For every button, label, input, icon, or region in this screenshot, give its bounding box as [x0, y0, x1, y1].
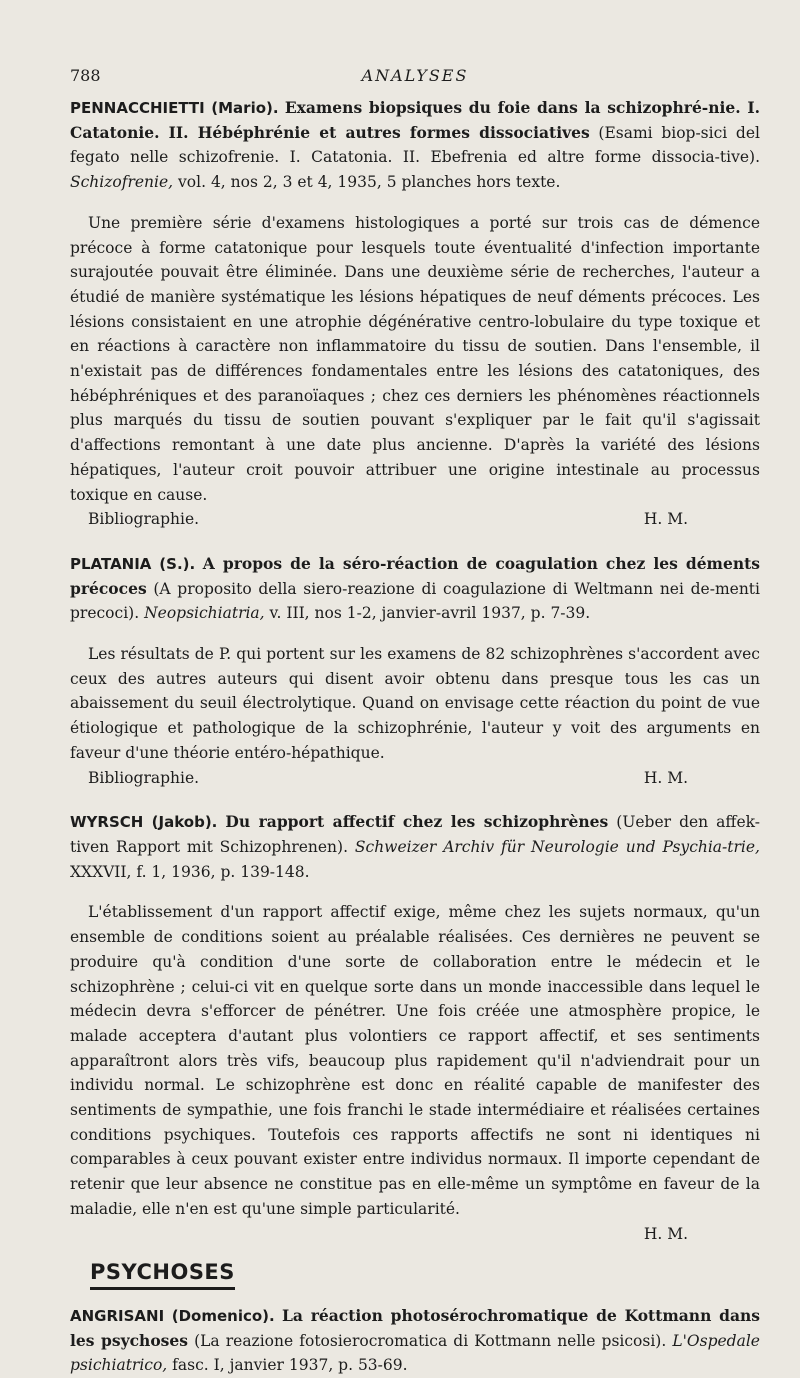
entry-journal: L'Ospedale psichiatrico, — [70, 1331, 760, 1375]
entry-details: XXXVII, f. 1, 1936, p. 139-148. — [70, 862, 310, 881]
entry-original-title: (Esami biop-sici del fegato nelle schizofrenie. I. Catatonia. II. Ebefrenia ed altre forme dissocia-tive). — [70, 123, 760, 167]
reviewer-initials: H. M. — [643, 1224, 688, 1243]
entry-signature-row — [70, 1222, 760, 1247]
entry-signature-row — [70, 507, 760, 532]
entry-journal: Schizofrenie, — [70, 173, 174, 192]
entry-author: PLATANIA (S.). — [70, 554, 196, 573]
entry-details: fasc. I, janvier 1937, p. 53-69. — [172, 1356, 408, 1375]
entry-reference — [70, 810, 760, 884]
entry-original-title: (Ueber den affek-tiven Rapport mit Schizophrenen). — [70, 813, 760, 856]
entry-details: v. III, nos 1-2, janvier-avril 1937, p. 7-39. — [269, 604, 591, 623]
running-title: ANALYSES — [361, 66, 469, 85]
entry-journal: Neopsichiatria, — [144, 604, 265, 623]
entry-reference — [70, 1304, 760, 1378]
section-heading: PSYCHOSES — [90, 1260, 235, 1290]
page-header — [70, 66, 760, 90]
entry-author: ANGRISANI (Domenico). — [70, 1306, 275, 1325]
bibliography-label: Bibliographie. — [88, 768, 200, 787]
entry-reference — [70, 552, 760, 626]
entry-signature-row — [70, 766, 760, 791]
page-content — [70, 96, 760, 1378]
entry-original-title: (A proposito della siero-reazione di coagulazione di Weltmann nei de-menti precoci). — [70, 579, 760, 623]
entry-author: WYRSCH (Jakob). — [70, 813, 218, 832]
entry-body: L'établissement d'un rapport affectif exige, même chez les sujets normaux, qu'un ensemble de conditions soient au préalable réalisées. Ces dernières ne peuvent se produire qu'à condition d'une sorte de collaboration entre le médecin et le schizophrène ; celui-ci vit en quelque sorte dans un monde inaccessible dans lequel le médecin devra s'efforcer de pénétrer. Une fois créée une atmosphère propice, le malade acceptera d'autant plus volontiers ce rapport affectif, et ses sentiments apparaîtront alors très vifs, beaucoup plus rapidement qu'il n'adviendrait pour un individu normal. Le schizophrène est donc en réalité capable de manifester des sentiments de sympathie, une fois franchi le stade intermédiaire et réalisées certaines conditions psychiques. Toutefois ces rapports affectifs ne sont ni identiques ni comparables à ceux pouvant exister entre individus normaux. Il importe cependant de retenir que leur absence ne constitue pas en elle-même un symptôme en faveur de la maladie, elle n'en est qu'une simple particularité. — [70, 903, 760, 1218]
entry-title: Du rapport affectif chez les schizophrènes — [225, 812, 609, 832]
entry-title: Examens biopsiques du foie dans la schizophré-nie. I. Catatonie. II. Hébéphrénie et autres formes dissociatives — [70, 98, 760, 142]
entry-title: La réaction photosérochromatique de Kottmann dans les psychoses — [70, 1305, 760, 1350]
entry-body: Une première série d'examens histologiques a porté sur trois cas de démence précoce à forme catatonique pour lesquels toute éventualité d'infection importante surajoutée pouvait être éliminée. Dans une deuxième série de recherches, l'auteur a étudié de manière systématique les lésions hépatiques de neuf déments précoces. Les lésions consistaient en une atrophie dégénérative centro-lobulaire du type toxique et en réactions à caractère non inflammatoire du tissu de soutien. Dans l'ensemble, il n'existait pas de différences fondamentales entre les lésions des catatoniques, des hébéphréniques et des paranoïaques ; chez ces derniers les phénomènes réactionnels plus marqués du tissu de soutien pouvant s'expliquer par le fait qu'il s'agissait d'affections remontant à une date plus ancienne. D'après la variété des lésions hépatiques, l'auteur croit pouvoir attribuer une origine intestinale au processus toxique en cause. — [70, 213, 760, 504]
entry-reference — [70, 96, 760, 195]
reviewer-initials: H. M. — [643, 768, 688, 787]
page-number: 788 — [70, 66, 101, 85]
reviewer-initials: H. M. — [643, 510, 688, 529]
entry-author: PENNACCHIETTI (Mario). — [70, 99, 279, 117]
bibliography-label: Bibliographie. — [88, 510, 200, 529]
entry-title: A propos de la séro-réaction de coagulation chez les déments précoces — [70, 553, 760, 598]
entry-journal: Schweizer Archiv für Neurologie und Psychia-trie, — [354, 837, 760, 856]
entry-original-title: (La reazione fotosierocromatica di Kottmann nelle psicosi). — [194, 1331, 667, 1350]
entry-body: Les résultats de P. qui portent sur les examens de 82 schizophrènes s'accordent avec ceux des autres auteurs qui disent avoir obtenu dans presque tous les cas un abaissement du seuil électrolytique. Quand on envisage cette réaction du point de vue étiologique et pathologique de la schizophrénie, l'auteur y voit des arguments en faveur d'une théorie entéro-hépathique. — [70, 645, 760, 762]
entry-details: vol. 4, nos 2, 3 et 4, 1935, 5 planches hors texte. — [178, 173, 561, 192]
